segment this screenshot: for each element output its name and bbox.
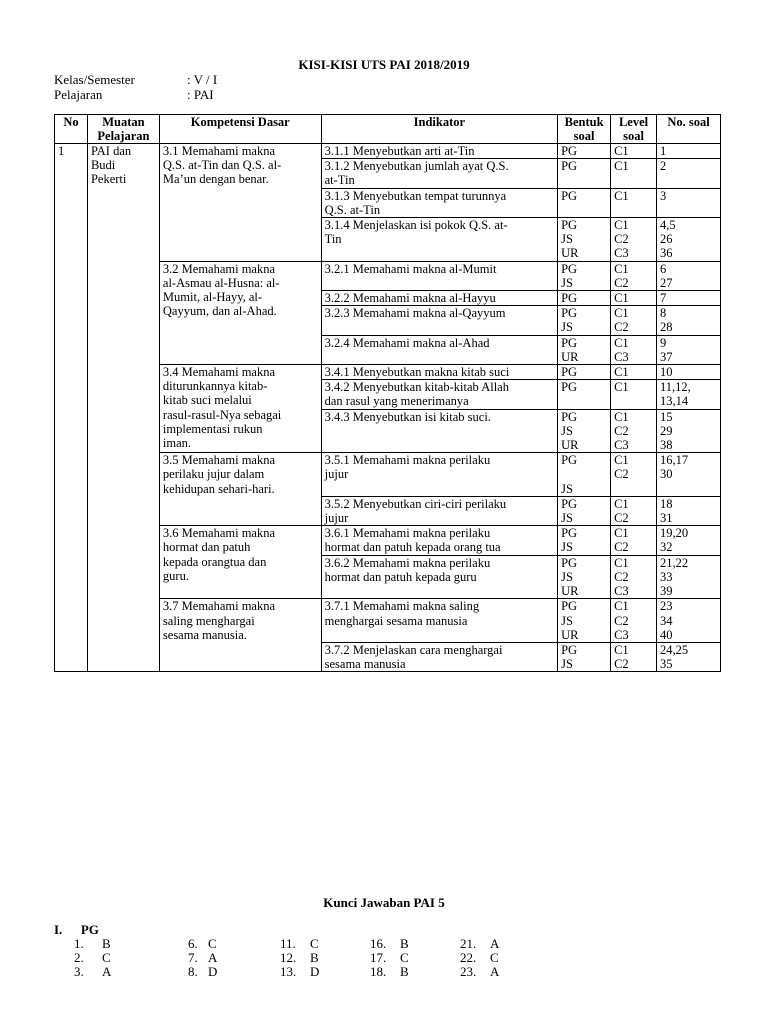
cell-muatan: PAI dan Budi Pekerti [87,144,159,672]
cell-nosoal: 6 27 [657,261,721,290]
cell-kompetensi-dasar: 3.2 Memahami makna al-Asmau al-Husna: al- Mumit, al-Hayy, al- Qayyum, dan al-Ahad. [159,261,321,364]
answer-item [280,937,319,951]
cell-kompetensi-dasar: 3.4 Memahami makna diturunkannya kitab- kitab suci melalui rasul-rasul-Nya sebagai implementasi rukun iman. [159,365,321,453]
cell-indikator: 3.2.4 Memahami makna al-Ahad [321,335,557,364]
cell-kompetensi-dasar: 3.6 Memahami makna hormat dan patuh kepada orangtua dan guru. [159,526,321,599]
cell-nosoal: 10 [657,365,721,380]
answer-letter: A [102,964,112,979]
cell-nosoal: 2 [657,159,721,188]
answer-letter: B [400,964,409,979]
cell-bentuk: PG [558,144,611,159]
section-label: PG [80,922,99,937]
answer-item [74,965,111,979]
header-level: Level soal [611,115,657,144]
answer-number: 18. [370,964,387,979]
cell-bentuk: PG JS UR [558,599,611,643]
cell-level: C1 [611,188,657,217]
answer-number: 21. [460,936,477,951]
meta-row-kelas [54,72,217,87]
cell-indikator: 3.1.4 Menjelaskan isi pokok Q.S. at- Tin [321,218,557,262]
cell-nosoal: 8 28 [657,306,721,335]
meta-row-pelajaran [54,87,214,102]
cell-indikator: 3.2.2 Memahami makna al-Hayyu [321,291,557,306]
cell-level: C1 [611,159,657,188]
cell-bentuk: PG JS [558,526,611,555]
cell-level: C1 C2 C3 [611,599,657,643]
cell-nosoal: 4,5 26 36 [657,218,721,262]
cell-level: C1 C2 [611,453,657,497]
answer-number: 13. [280,964,297,979]
section-number: I. [54,922,63,937]
cell-indikator: 3.4.3 Menyebutkan isi kitab suci. [321,409,557,453]
header-nosoal: No. soal [657,115,721,144]
table-header-row [55,115,721,144]
answer-number: 1. [74,936,84,951]
meta-label: Kelas/Semester [54,72,135,87]
cell-level: C1 [611,144,657,159]
answer-item [74,951,111,965]
cell-nosoal: 24,25 35 [657,642,721,671]
answer-number: 8. [188,964,198,979]
cell-indikator: 3.7.2 Menjelaskan cara menghargai sesama manusia [321,642,557,671]
header-kompetensi: Kompetensi Dasar [159,115,321,144]
cell-nosoal: 1 [657,144,721,159]
cell-level: C1 C3 [611,335,657,364]
answer-letter: A [490,964,500,979]
cell-indikator: 3.6.2 Memahami makna perilaku hormat dan patuh kepada guru [321,555,557,599]
answer-letter: B [310,950,319,965]
answer-item [188,951,217,965]
answer-number: 17. [370,950,387,965]
cell-level: C1 C2 C3 [611,555,657,599]
cell-indikator: 3.7.1 Memahami makna saling menghargai sesama manusia [321,599,557,643]
kunci-title: Kunci Jawaban PAI 5 [323,895,445,910]
cell-bentuk: PG [558,159,611,188]
answer-number: 16. [370,936,387,951]
cell-bentuk: PG JS [558,453,611,497]
answer-item [460,965,499,979]
cell-indikator: 3.2.3 Memahami makna al-Qayyum [321,306,557,335]
answer-item [370,965,409,979]
cell-bentuk: PG JS UR [558,409,611,453]
cell-level: C1 [611,291,657,306]
header-no: No [55,115,88,144]
cell-nosoal: 9 37 [657,335,721,364]
meta-value: : PAI [187,87,214,102]
kisi-kisi-table [54,114,721,672]
answer-letter: B [102,936,111,951]
cell-nosoal: 21,22 33 39 [657,555,721,599]
cell-no: 1 [55,144,88,672]
answer-letter: D [310,964,320,979]
cell-bentuk: PG JS UR [558,218,611,262]
answer-item [370,951,409,965]
answer-number: 11. [280,936,296,951]
answer-item [370,937,409,951]
cell-indikator: 3.6.1 Memahami makna perilaku hormat dan patuh kepada orang tua [321,526,557,555]
cell-bentuk: PG JS [558,496,611,525]
answer-item [188,965,217,979]
answer-number: 7. [188,950,198,965]
answer-letter: A [208,950,218,965]
meta-label: Pelajaran [54,87,103,102]
cell-bentuk: PG JS UR [558,555,611,599]
cell-indikator: 3.1.2 Menyebutkan jumlah ayat Q.S. at-Tin [321,159,557,188]
meta-value: : V / I [187,72,218,87]
cell-indikator: 3.4.2 Menyebutkan kitab-kitab Allah dan rasul yang menerimanya [321,380,557,409]
answer-item [280,951,319,965]
answer-letter: C [310,936,319,951]
answer-number: 22. [460,950,477,965]
answer-letter: D [208,964,218,979]
answer-number: 12. [280,950,297,965]
cell-level: C1 C2 C3 [611,409,657,453]
cell-level: C1 C2 [611,526,657,555]
cell-bentuk: PG [558,380,611,409]
cell-bentuk: PG JS [558,642,611,671]
answer-item [188,937,217,951]
answer-letter: A [490,936,500,951]
answer-item [460,937,499,951]
answer-letter: C [102,950,111,965]
cell-level: C1 [611,365,657,380]
answer-letter: C [208,936,217,951]
cell-indikator: 3.5.2 Menyebutkan ciri-ciri perilaku jujur [321,496,557,525]
cell-kompetensi-dasar: 3.5 Memahami makna perilaku jujur dalam kehidupan sehari-hari. [159,453,321,526]
cell-nosoal: 7 [657,291,721,306]
cell-bentuk: PG [558,188,611,217]
cell-bentuk: PG JS [558,261,611,290]
cell-indikator: 3.4.1 Menyebutkan makna kitab suci [321,365,557,380]
answer-item [460,951,499,965]
cell-bentuk: PG JS [558,306,611,335]
table-row [55,144,721,159]
answer-letter: C [490,950,499,965]
cell-indikator: 3.1.1 Menyebutkan arti at-Tin [321,144,557,159]
cell-kompetensi-dasar: 3.1 Memahami makna Q.S. at-Tin dan Q.S. al- Ma’un dengan benar. [159,144,321,262]
cell-nosoal: 3 [657,188,721,217]
cell-nosoal: 19,20 32 [657,526,721,555]
cell-indikator: 3.1.3 Menyebutkan tempat turunnya Q.S. at-Tin [321,188,557,217]
cell-bentuk: PG UR [558,335,611,364]
cell-nosoal: 16,17 30 [657,453,721,497]
cell-nosoal: 11,12, 13,14 [657,380,721,409]
answer-number: 3. [74,964,84,979]
cell-indikator: 3.2.1 Memahami makna al-Mumit [321,261,557,290]
table-body [55,144,721,672]
cell-nosoal: 18 31 [657,496,721,525]
cell-bentuk: PG [558,291,611,306]
answer-letter: C [400,950,409,965]
header-muatan: Muatan Pelajaran [87,115,159,144]
cell-level: C1 C2 [611,261,657,290]
cell-kompetensi-dasar: 3.7 Memahami makna saling menghargai sesama manusia. [159,599,321,672]
header-bentuk: Bentuk soal [558,115,611,144]
cell-nosoal: 23 34 40 [657,599,721,643]
cell-indikator: 3.5.1 Memahami makna perilaku jujur [321,453,557,497]
cell-level: C1 C2 [611,642,657,671]
document-title: KISI-KISI UTS PAI 2018/2019 [298,57,470,72]
cell-nosoal: 15 29 38 [657,409,721,453]
header-indikator: Indikator [321,115,557,144]
cell-level: C1 C2 [611,306,657,335]
cell-bentuk: PG [558,365,611,380]
cell-level: C1 [611,380,657,409]
answer-item [280,965,319,979]
answer-item [74,937,111,951]
answer-number: 6. [188,936,198,951]
cell-level: C1 C2 C3 [611,218,657,262]
answer-number: 2. [74,950,84,965]
answer-number: 23. [460,964,477,979]
answer-letter: B [400,936,409,951]
cell-level: C1 C2 [611,496,657,525]
